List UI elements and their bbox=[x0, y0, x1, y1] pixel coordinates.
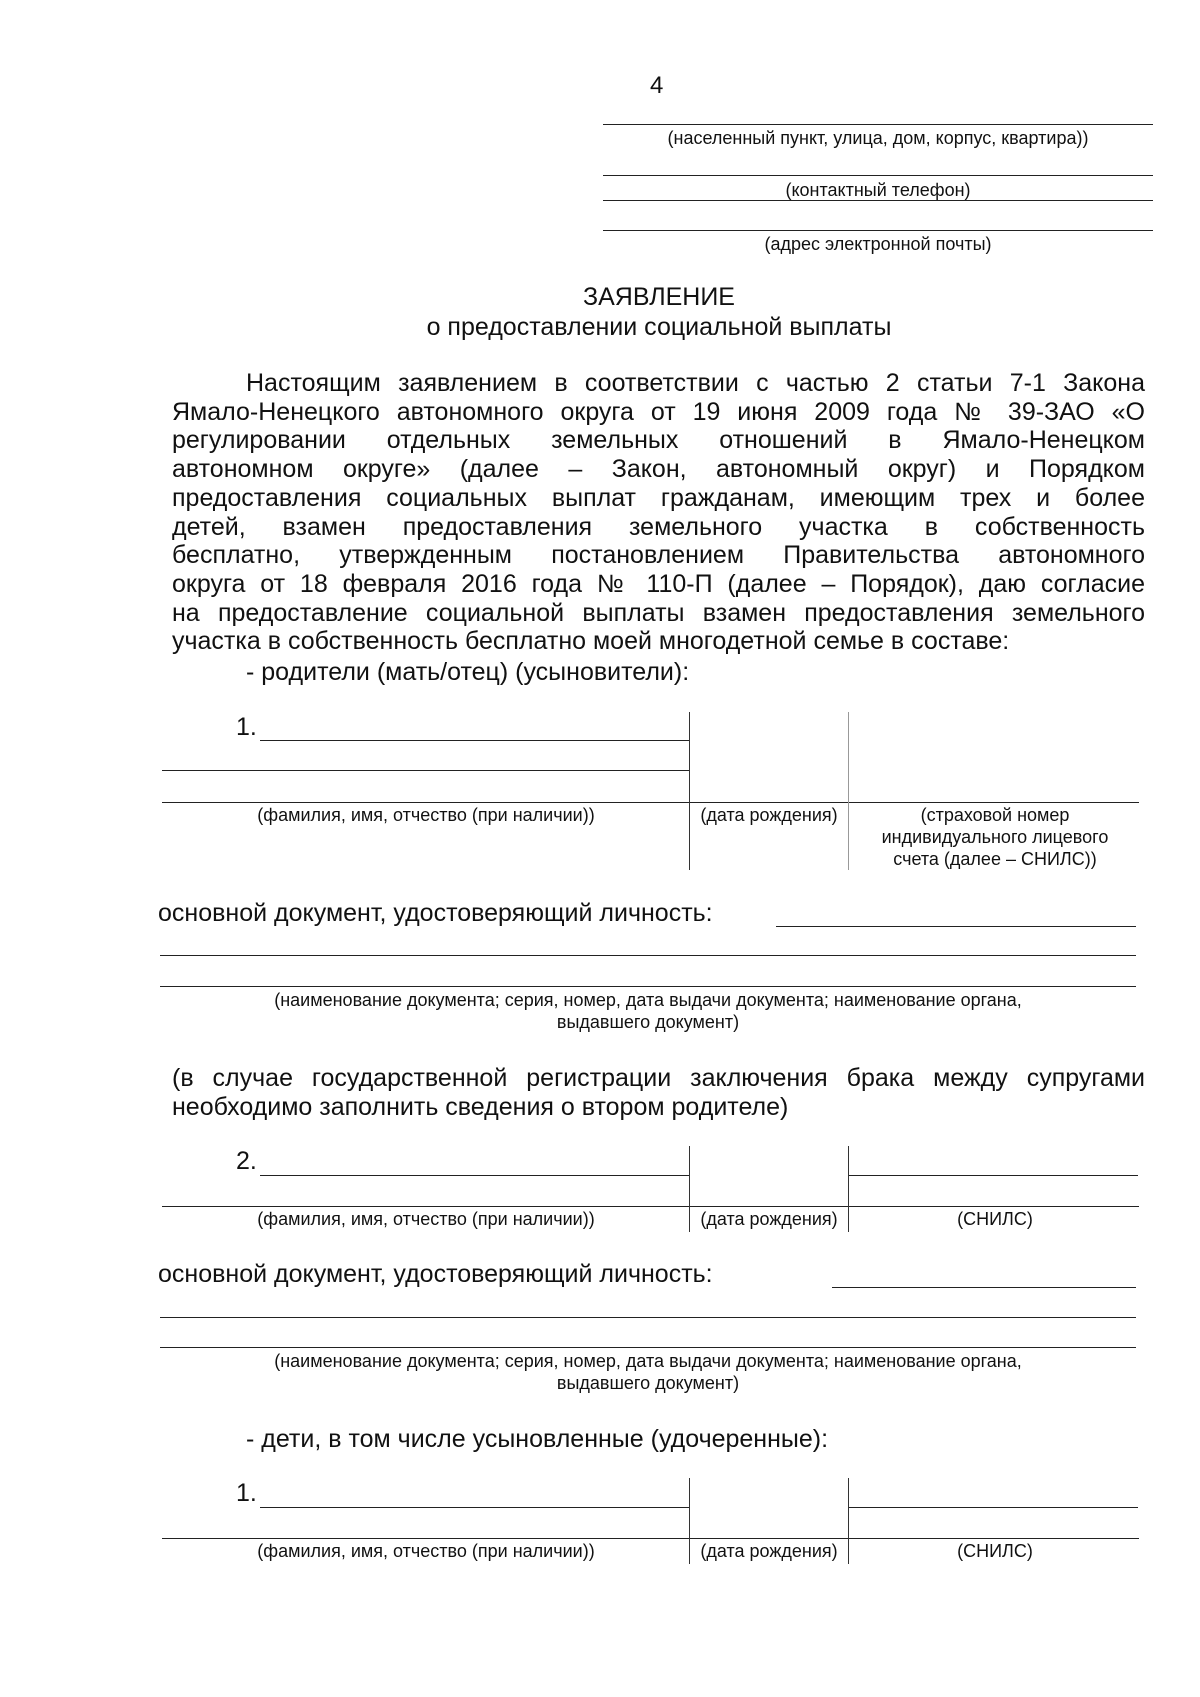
parents-heading: - родители (мать/отец) (усыновители): bbox=[246, 658, 690, 686]
child1-fio-field[interactable] bbox=[260, 1507, 690, 1508]
children-heading: - дети, в том числе усыновленные (удочеренные): bbox=[246, 1425, 829, 1453]
body-line: участка в собственность бесплатно моей многодетной семье в составе: bbox=[172, 627, 1010, 656]
parent2-snils-field[interactable] bbox=[848, 1175, 1138, 1176]
doc-label-2: основной документ, удостоверяющий личность: bbox=[158, 1260, 713, 1288]
parent1-divider-2 bbox=[848, 712, 849, 870]
child1-snils-field[interactable] bbox=[848, 1507, 1138, 1508]
snils-caption-line: индивидуального лицевого bbox=[881, 827, 1109, 847]
parent1-fio-field[interactable] bbox=[260, 740, 690, 741]
body-line: автономном округе» (далее – Закон, автономный округ) и Порядком bbox=[172, 455, 1145, 484]
parent1-fio-field-2[interactable] bbox=[162, 770, 690, 771]
parent1-dob-caption: (дата рождения) bbox=[700, 805, 838, 825]
body-line: бесплатно, утвержденным постановлением Правительства автономного bbox=[172, 541, 1145, 570]
application-body bbox=[172, 369, 1145, 656]
doc-caption-line: выдавшего документ) bbox=[556, 1012, 740, 1032]
note-line: (в случае государственной регистрации заключения брака между супругами bbox=[172, 1064, 1145, 1092]
parent2-number: 2. bbox=[236, 1147, 257, 1175]
parent1-snils-caption bbox=[850, 804, 1140, 870]
child1-fio-caption: (фамилия, имя, отчество (при наличии)) bbox=[257, 1541, 595, 1561]
doc1-field-line[interactable] bbox=[776, 926, 1136, 927]
phone-caption: (контактный телефон) bbox=[785, 180, 971, 200]
body-line: предоставления социальных выплат гражданам, имеющим трех и более bbox=[172, 483, 1145, 512]
parent1-divider-1 bbox=[689, 712, 690, 870]
parent1-row-line bbox=[162, 802, 1139, 803]
parent2-fio-caption: (фамилия, имя, отчество (при наличии)) bbox=[257, 1209, 595, 1229]
doc-caption-line: выдавшего документ) bbox=[556, 1373, 740, 1393]
address-caption: (населенный пункт, улица, дом, корпус, квартира)) bbox=[667, 128, 1089, 148]
address-field-line[interactable] bbox=[603, 124, 1153, 125]
child1-row-line bbox=[162, 1538, 1139, 1539]
note-line: необходимо заполнить сведения о втором родителе) bbox=[172, 1092, 789, 1121]
parent2-snils-caption: (СНИЛС) bbox=[957, 1209, 1033, 1229]
doc-label-1: основной документ, удостоверяющий личность: bbox=[158, 899, 713, 927]
email-caption: (адрес электронной почты) bbox=[764, 234, 992, 254]
document-subtitle: о предоставлении социальной выплаты bbox=[426, 313, 892, 341]
doc1-caption bbox=[160, 989, 1136, 1033]
child1-dob-caption: (дата рождения) bbox=[700, 1541, 838, 1561]
doc1-field-line-3[interactable] bbox=[160, 986, 1136, 987]
child1-number: 1. bbox=[236, 1479, 257, 1507]
parent2-fio-field[interactable] bbox=[260, 1175, 690, 1176]
parent2-row-line bbox=[162, 1206, 1139, 1207]
body-line: на предоставление социальной выплаты взамен предоставления земельного bbox=[172, 598, 1145, 627]
email-field-line[interactable] bbox=[603, 230, 1153, 231]
body-line: округа от 18 февраля 2016 года № 110-П (далее – Порядок), даю согласие bbox=[172, 569, 1145, 598]
parent2-divider-2 bbox=[848, 1146, 849, 1232]
doc2-field-line-2[interactable] bbox=[160, 1317, 1136, 1318]
doc2-caption bbox=[160, 1350, 1136, 1394]
body-line: регулировании отдельных земельных отношений в Ямало-Ненецком bbox=[172, 426, 1145, 455]
phone-field-line[interactable] bbox=[603, 175, 1153, 176]
parent2-dob-caption: (дата рождения) bbox=[700, 1209, 838, 1229]
phone-underline bbox=[603, 200, 1153, 201]
body-line: детей, взамен предоставления земельного участка в собственность bbox=[172, 512, 1145, 541]
marriage-note bbox=[172, 1064, 1145, 1121]
document-title: ЗАЯВЛЕНИЕ bbox=[582, 283, 735, 311]
child1-divider-2 bbox=[848, 1478, 849, 1564]
body-line: Ямало-Ненецкого автономного округа от 19 июня 2009 года № 39-ЗАО «О bbox=[172, 397, 1145, 426]
page-number: 4 bbox=[650, 72, 664, 99]
child1-snils-caption: (СНИЛС) bbox=[957, 1541, 1033, 1561]
snils-caption-line: (страховой номер bbox=[920, 805, 1070, 825]
doc2-field-line[interactable] bbox=[832, 1287, 1136, 1288]
doc2-field-line-3[interactable] bbox=[160, 1347, 1136, 1348]
doc-caption-line: (наименование документа; серия, номер, дата выдачи документа; наименование органа, bbox=[274, 990, 1022, 1010]
snils-caption-line: счета (далее – СНИЛС)) bbox=[893, 849, 1097, 869]
body-line: Настоящим заявлением в соответствии с частью 2 статьи 7-1 Закона bbox=[246, 369, 1145, 397]
parent1-fio-caption: (фамилия, имя, отчество (при наличии)) bbox=[257, 805, 595, 825]
parent1-number: 1. bbox=[236, 713, 257, 741]
doc1-field-line-2[interactable] bbox=[160, 955, 1136, 956]
doc-caption-line: (наименование документа; серия, номер, дата выдачи документа; наименование органа, bbox=[274, 1351, 1022, 1371]
